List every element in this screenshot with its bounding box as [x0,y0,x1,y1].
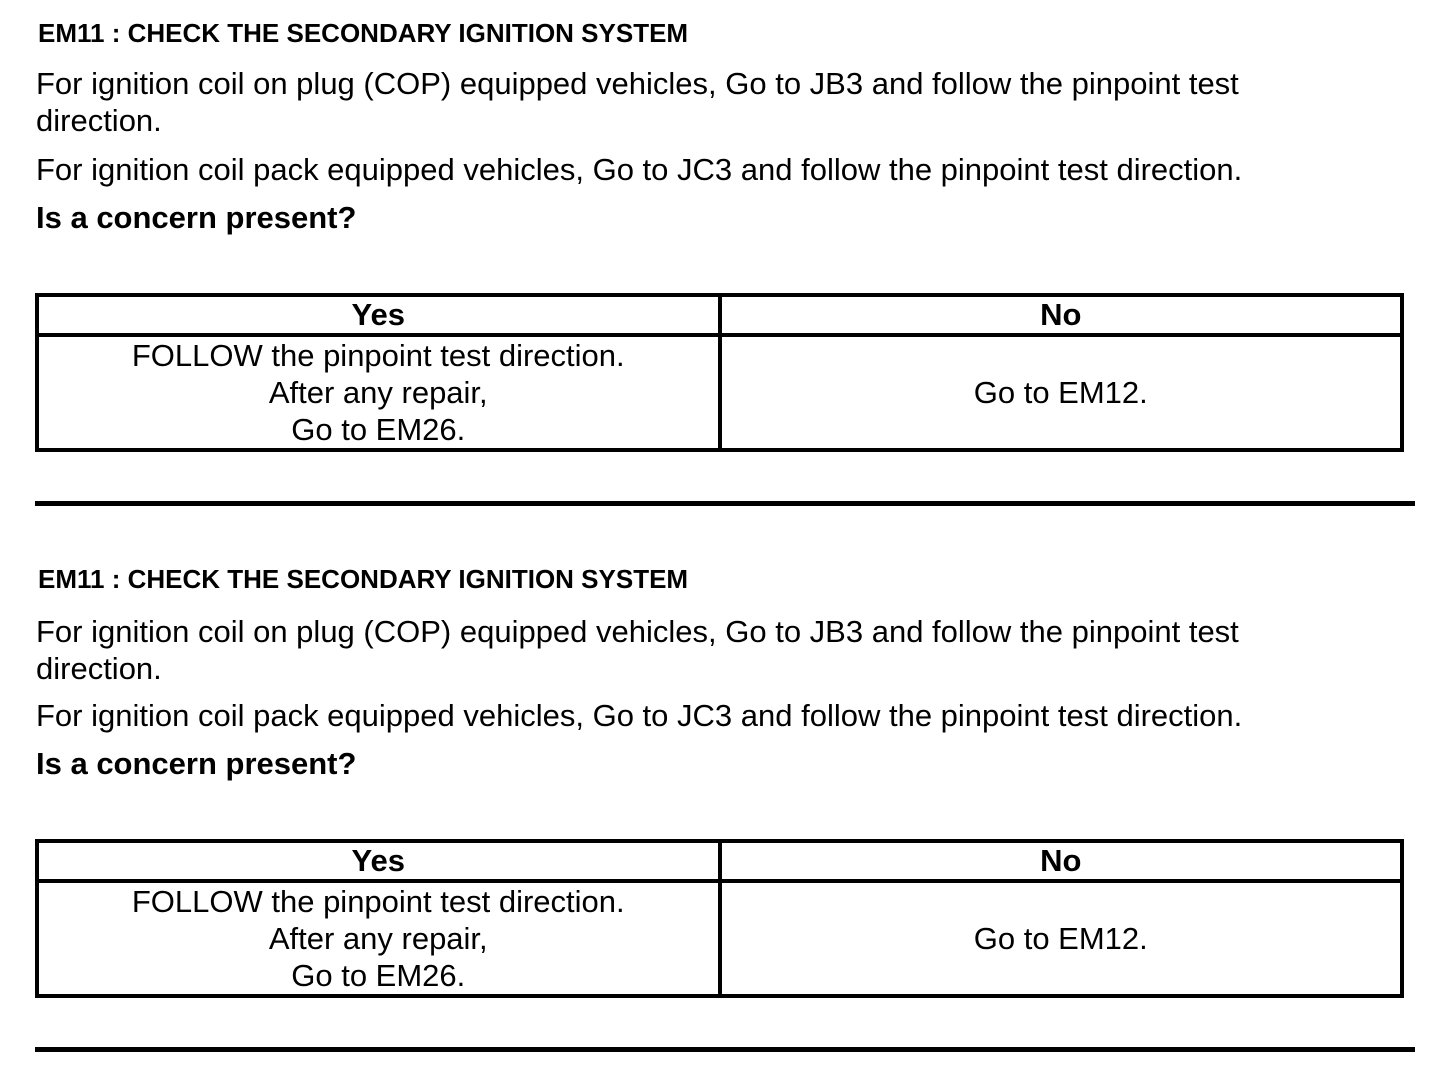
yes-line: Go to EM26. [291,412,466,447]
concern-question: Is a concern present? [36,746,357,781]
no-cell: Go to EM12. [720,881,1403,996]
section-divider [35,1047,1415,1052]
cop-instruction: For ignition coil on plug (COP) equipped vehicles, Go to JB3 and follow the pinpoint test direction. [36,66,1239,138]
yes-line: After any repair, [268,375,488,410]
coil-pack-instruction: For ignition coil pack equipped vehicles, Go to JC3 and follow the pinpoint test direction. [36,698,1243,733]
step-heading: EM11 : CHECK THE SECONDARY IGNITION SYSTEM [38,18,689,48]
yes-cell [37,335,720,450]
yes-line: FOLLOW the pinpoint test direction. [131,884,625,919]
step-heading: EM11 : CHECK THE SECONDARY IGNITION SYSTEM [38,564,689,594]
no-cell: Go to EM12. [720,335,1403,450]
answer-table [35,293,1404,452]
yes-header: Yes [37,295,720,335]
yes-line: FOLLOW the pinpoint test direction. [131,338,625,373]
yes-cell [37,881,720,996]
section-divider [35,501,1415,506]
no-header: No [720,841,1403,881]
yes-line: Go to EM26. [291,958,466,993]
concern-question: Is a concern present? [36,200,357,235]
answer-body-row [37,335,1402,450]
yes-header: Yes [37,841,720,881]
answer-header-row [37,841,1402,881]
answer-table [35,839,1404,998]
yes-line: After any repair, [268,921,488,956]
answer-body-row [37,881,1402,996]
cop-instruction: For ignition coil on plug (COP) equipped vehicles, Go to JB3 and follow the pinpoint test direction. [36,614,1239,686]
coil-pack-instruction: For ignition coil pack equipped vehicles, Go to JC3 and follow the pinpoint test direction. [36,152,1243,187]
answer-header-row [37,295,1402,335]
no-header: No [720,295,1403,335]
